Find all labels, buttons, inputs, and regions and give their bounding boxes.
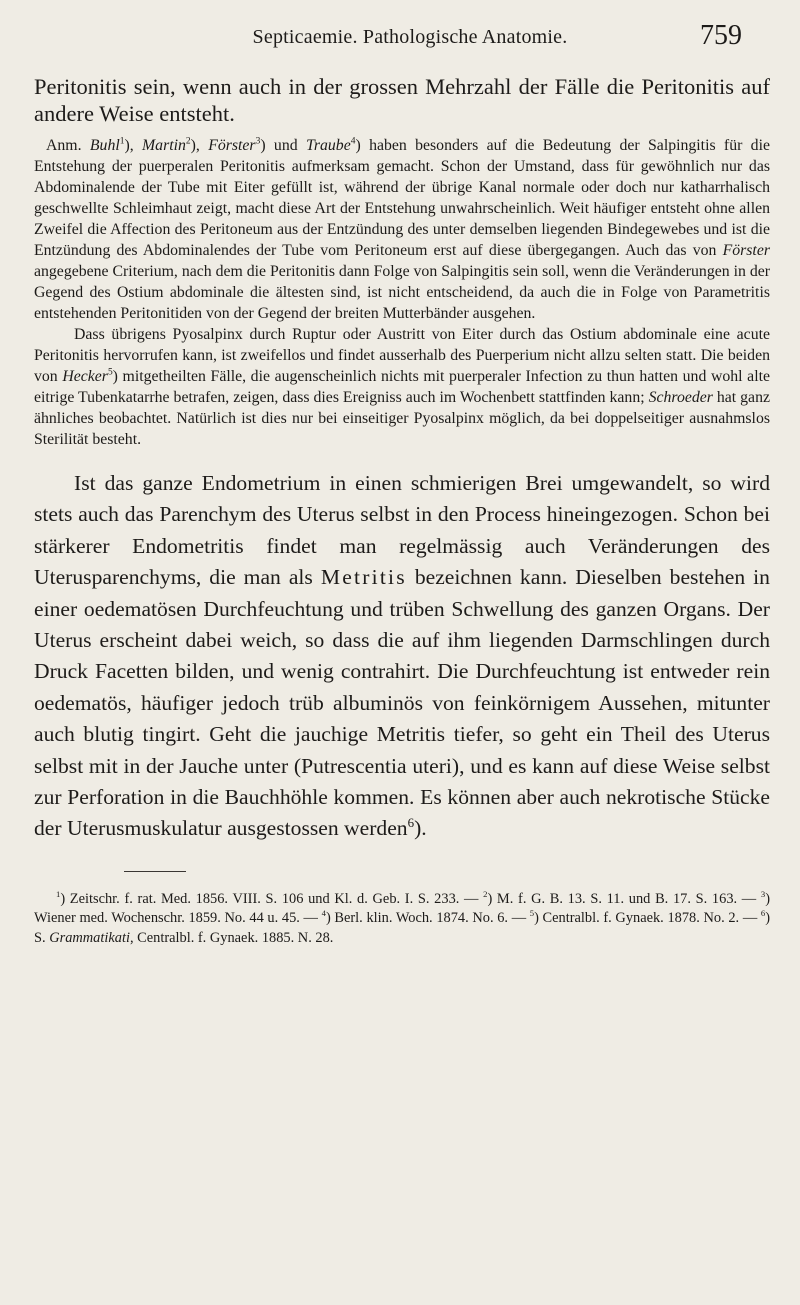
footnote-divider [124,871,186,872]
author-traube: Traube [305,137,351,154]
fn1-text: ) Zeitschr. f. rat. Med. 1856. VIII. S. 106 und Kl. d. Geb. I. S. 233. — [60,890,484,907]
author-martin: Martin [142,137,186,154]
page-header [0,10,800,50]
note-p2-text-3: hat ganz ähnliches beobachtet. Natürlich ist dies nur bei einseitiger Pyosalpinx möglich, da bei doppelseitiger ausnahmslos Sterilität besteht. [34,389,770,448]
note-p2-text-1: Dass übrigens Pyosalpinx durch Ruptur oder Austritt von Eiter durch das Ostium abdominale eine acute Peritonitis hervorrufen kann, ist zweifellos und findet ausserhalb des Puerperium nicht allzu selten statt. Die beiden von [34,326,770,385]
main-text-1: Ist das ganze Endometrium in einen schmierigen Brei umgewandelt, so wird stets auch das Parenchym des Uterus selbst in den Process hineingezogen. Schon bei stärkerer Endometritis findet man regelmässig auch Veränderungen des Uterusparenchyms, die man als [34,471,770,590]
note-label: Anm. [46,137,82,154]
fn6-number: 6 [760,908,766,919]
fn2-text: ) M. f. G. B. 13. S. 11. und B. 17. S. 163. — [487,890,761,907]
author-schroeder: Schroeder [648,389,713,406]
note-text-2: angegebene Criterium, nach dem die Peritonitis dann Folge von Salpingitis sein soll, wenn die Veränderungen in der Gegend des Ostium abdominale die ältesten sind, ist nicht entscheidend, da auch die in Folge von Parametritis entstehenden Peritonitiden von der Gegend der breiten Mutterbänder ausgehen. [34,263,770,322]
lead-paragraph: Peritonitis sein, wenn auch in der grossen Mehrzahl der Fälle die Peritonitis auf andere Weise entsteht. [34,74,770,126]
fn3-text: ) Wiener med. Wochenschr. 1859. No. 44 u. 45. — [34,890,770,927]
note-text-1: haben besonders auf die Bedeutung der Salpingitis für die Entstehung der puerperalen Peritonitis aufmerksam gemacht. Schon der Umstand, dass für gewöhnlich nur das Abdominalende der Tube mit Eiter gefüllt ist, während der übrige Kanal normale oder doch nur katharrhalisch geschwellte Schleimhaut zeigt, macht diese Art der Entstehung unwahrscheinlich. Weit häufiger entsteht ohne allen Zweifel die Affection des Peritoneum aus der Entzündung des unter demselben liegenden Bindegewebes und ist die Entzündung des Abdominalendes der Tube vom Peritoneum erst auf diese übergegangen. Auch das von [34,137,770,259]
author-buhl: Buhl [89,137,120,154]
footnote-ref-6: 6 [407,815,415,831]
running-head: Septicaemie. Pathologische Anatomie. [252,26,568,48]
fn6-text-1: ) S. [34,910,770,946]
note-sep-3: und [265,137,306,154]
fn5-number: 5 [529,908,535,919]
fn3-number: 3 [760,889,766,900]
note-p2-text-2: mitgetheilten Fälle, die augenscheinlich nichts mit puerperaler Infection zu thun hatten und wohl alte eitrige Tubenkatarrhe betrafen, zeigen, dass dies Ereigniss auch im Wochenbett stattfinden kann; [34,368,770,406]
note-paragraph: Anm. Buhl$^1$), Martin$^2$), Förster$^3$) und Traube$^4$) haben besonders auf die Bedeutung der Salpingitis für die Entstehung der puerperalen Peritonitis aufmerksam gemacht. Schon der Umstand, dass für gewöhnlich nur das Abdominalende der Tube mit Eiter gefüllt ist, während der übrige Kanal normale oder doch nur katharrhalisch geschwellte Schleimhaut zeigt, macht diese Art der Entstehung unwahrscheinlich. Weit häufiger entsteht ohne allen Zweifel die Affection des Peritoneum aus der Entzündung des unter demselben liegenden Bindegewebes und ist die Entzündung des Abdominalendes der Tube vom Peritoneum erst auf diese übergegangen. Auch das von Förster angegebene Criterium, nach dem die Peritonitis dann Folge von Salpingitis sein soll, wenn die Veränderungen in der Gegend des Ostium abdominale die ältesten sind, ist nicht entscheidend, da auch die in Folge von Parametritis entstehenden Peritonitiden von der Gegend der breiten Mutterbänder ausgehen. [34,136,770,322]
fn4-number: 4 [321,908,326,919]
note-sep-1: , [129,137,143,154]
author-foerster-2: Förster [722,242,770,259]
page-content [34,74,770,948]
footnote-ref-1: 1 [119,136,125,147]
fn5-text: ) Centralbl. f. Gynaek. 1878. No. 2. — [534,910,761,927]
main-text-2: bezeichnen kann. Dieselben bestehen in einer oedematösen Durchfeuchtung und trüben Schwellung des ganzen Organs. Der Uterus erscheint dabei weich, so dass die auf ihm liegenden Darmschlingen durch Druck Facetten bilden, und wenig contrahirt. Die Durchfeuchtung ist entweder rein oedematös, häufiger jedoch trüb albuminös von feinkörnigem Aussehen, mitunter auch blutig tingirt. Geht die jauchige Metritis tiefer, so geht ein Theil des Uterus selbst mit in der Jauche unter (Putrescentia uteri), und es kann auf diese Weise selbst zur Perforation in die Bauchhöhle kommen. Es können aber auch nekrotische Stücke der Uterusmuskulatur ausgestossen werden [34,565,770,841]
fn6-text-2: , Centralbl. f. Gynaek. 1885. N. 28. [129,929,334,946]
author-foerster: Förster [208,137,256,154]
page-number: 759 [700,20,742,51]
note-paragraph-2: Dass übrigens Pyosalpinx durch Ruptur oder Austritt von Eiter durch das Ostium abdominale eine acute Peritonitis hervorrufen kann, ist zweifellos und findet ausserhalb des Puerperium nicht allzu selten statt. Die beiden von Hecker$^5$) mitgetheilten Fälle, die augenscheinlich nichts mit puerperaler Infection zu thun hatten und wohl alte eitrige Tubenkatarrhe betrafen, zeigen, dass dies Ereigniss auch im Wochenbett stattfinden kann; Schroeder hat ganz ähnliches beobachtet. Natürlich ist dies nur bei einseitiger Pyosalpinx möglich, da bei doppelseitiger ausnahmslos Sterilität besteht. [34,326,770,448]
fn2-number: 2 [483,889,488,900]
footnote-ref-4: 4 [350,136,356,147]
fn4-text: ) Berl. klin. Woch. 1874. No. 6. — [325,910,530,927]
footnote-ref-2: 2 [185,136,191,147]
fn6-author: Grammatikati [49,929,130,946]
footnotes [34,890,770,949]
main-text-3: . [421,816,427,841]
main-paragraph: Ist das ganze Endometrium in einen schmierigen Brei umgewandelt, so wird stets auch das Parenchym des Uterus selbst in den Process hineingezogen. Schon bei stärkerer Endometritis findet man regelmässig auch Veränderungen des Uterusparenchyms, die man als Metritis bezeichnen kann. Dieselben bestehen in einer oedematösen Durchfeuchtung und trüben Schwellung des ganzen Organs. Der Uterus erscheint dabei weich, so dass die auf ihm liegenden Darmschlingen durch Druck Facetten bilden, und wenig contrahirt. Die Durchfeuchtung ist entweder rein oedematös, häufiger jedoch trüb albuminös von feinkörnigem Aussehen, mitunter auch blutig tingirt. Geht die jauchige Metritis tiefer, so geht ein Theil des Uterus selbst mit in der Jauche unter (Putrescentia uteri), und es kann auf diese Weise selbst zur Perforation in die Bauchhöhle kommen. Es können aber auch nekrotische Stücke der Uterusmuskulatur ausgestossen werden$^6$). [34,471,770,841]
fn1-number: 1 [56,889,61,900]
note-sep-2: , [195,137,209,154]
footnote-ref-3: 3 [255,136,261,147]
term-metritis: Metritis [320,565,407,590]
author-hecker: Hecker [62,368,108,385]
footnote-ref-5: 5 [107,367,113,378]
